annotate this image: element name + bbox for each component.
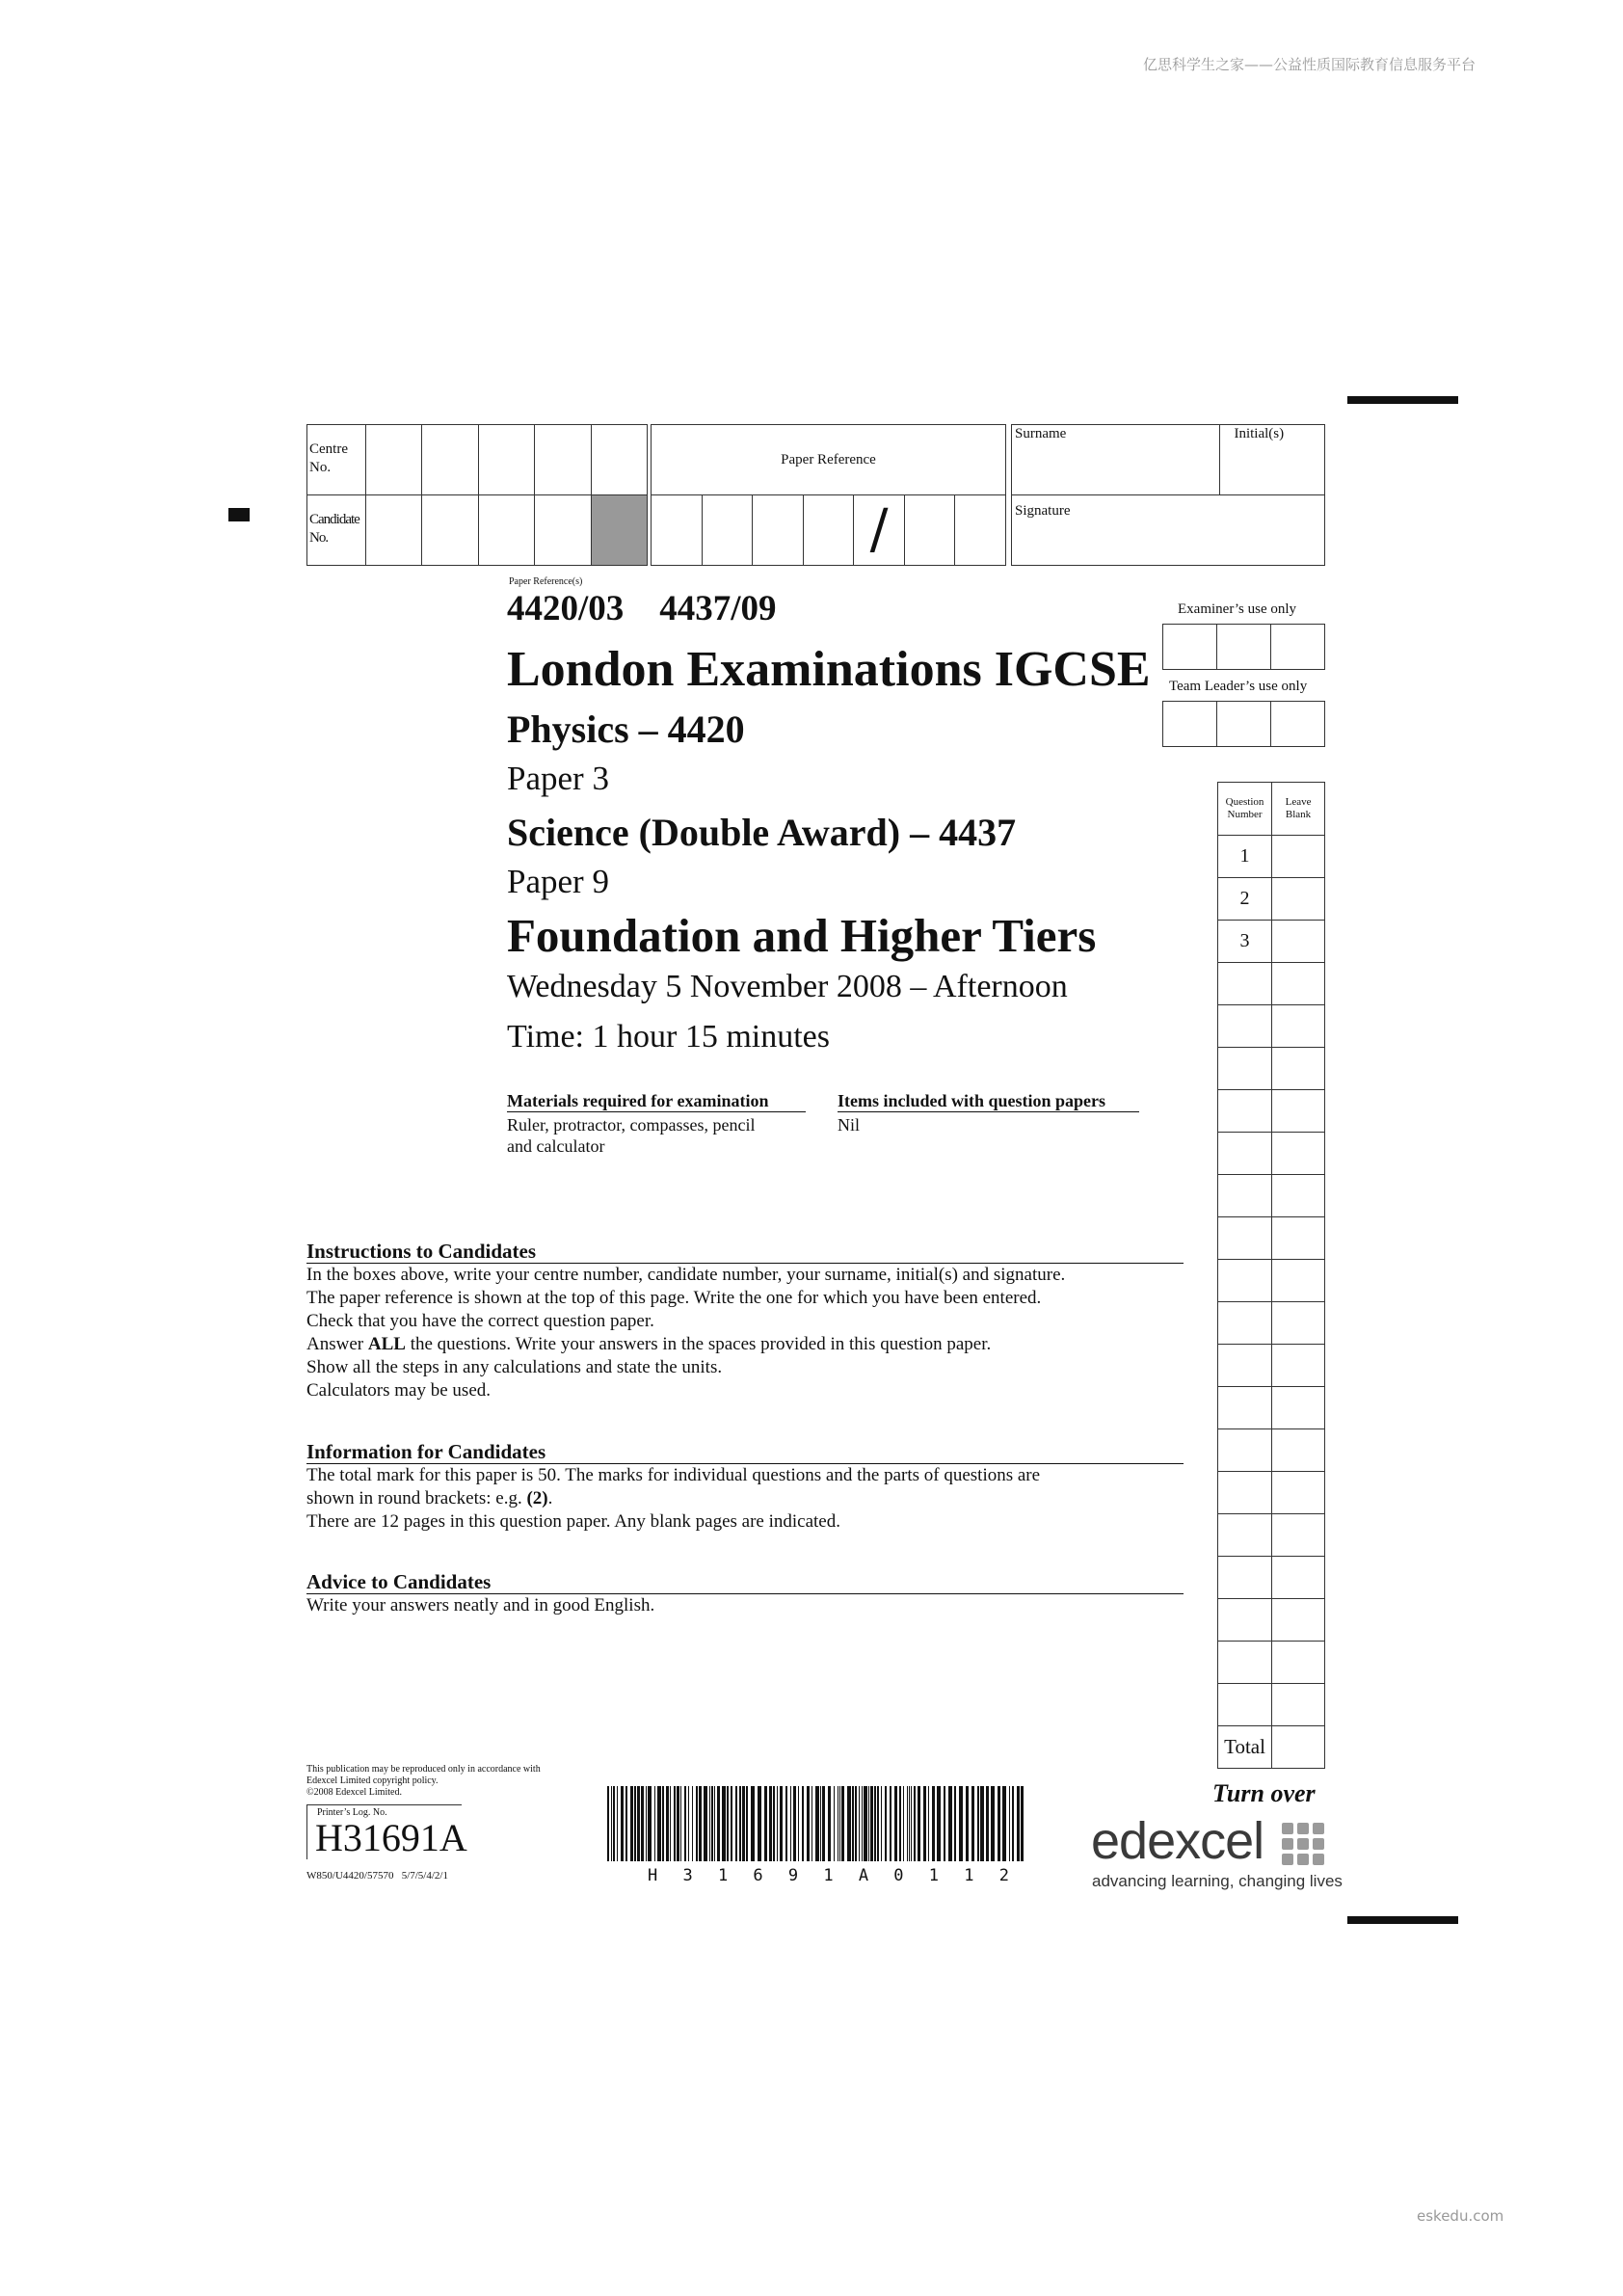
barcode-bar (646, 1786, 647, 1861)
leave-blank-cell[interactable] (1272, 1472, 1325, 1514)
barcode (607, 1786, 1027, 1871)
team-leader-box[interactable] (1217, 702, 1271, 747)
barcode-bar (714, 1786, 715, 1861)
total-label: Total (1224, 1735, 1265, 1758)
examiner-box[interactable] (1163, 625, 1217, 670)
question-number: 1 (1239, 845, 1250, 867)
barcode-bar (828, 1786, 831, 1861)
paper-code: W850/U4420/57570 5/7/5/4/2/1 (306, 1870, 448, 1882)
leave-blank-cell[interactable] (1272, 1260, 1325, 1302)
leave-blank-header: Leave Blank (1285, 796, 1312, 820)
barcode-bar (634, 1786, 636, 1861)
reference-slash: / (869, 498, 889, 561)
barcode-bar (739, 1786, 741, 1861)
edexcel-tagline: advancing learning, changing lives (1092, 1872, 1343, 1890)
leave-blank-cell[interactable] (1272, 1642, 1325, 1684)
candidate-no-label-cell (307, 495, 366, 566)
leave-blank-cell[interactable] (1272, 1557, 1325, 1599)
barcode-bar (684, 1786, 686, 1861)
barcode-bar (954, 1786, 956, 1861)
paper-number-1: Paper 3 (507, 760, 609, 797)
leave-blank-cell[interactable] (1272, 921, 1325, 963)
question-number-cell (1218, 963, 1272, 1005)
information-text (306, 1464, 1184, 1534)
barcode-bar (666, 1786, 669, 1861)
barcode-bar (657, 1786, 661, 1861)
total-box[interactable] (1272, 1726, 1325, 1769)
paper-reference-label: Paper Reference (781, 452, 876, 467)
barcode-bar (607, 1786, 609, 1861)
leave-blank-cell[interactable] (1272, 1090, 1325, 1133)
question-number-cell (1218, 1387, 1272, 1429)
question-number-cell (1218, 1557, 1272, 1599)
signature-box[interactable] (1012, 495, 1325, 566)
question-number-cell (1218, 1005, 1272, 1048)
candidate-no-shaded-box (591, 495, 647, 566)
barcode-bar (881, 1786, 882, 1861)
barcode-bar (864, 1786, 867, 1861)
leave-blank-cell[interactable] (1272, 1514, 1325, 1557)
leave-blank-cell[interactable] (1272, 878, 1325, 921)
turn-over: Turn over (1212, 1779, 1316, 1807)
barcode-bar (877, 1786, 879, 1861)
barcode-text: H 3 1 6 9 1 A 0 1 1 2 (648, 1866, 1017, 1885)
barcode-bar (758, 1786, 761, 1861)
centre-no-box[interactable] (422, 425, 478, 495)
barcode-bar (735, 1786, 737, 1861)
barcode-bar (764, 1786, 767, 1861)
instructions-line: The paper reference is shown at the top of this page. Write the one for which you have been entered. (306, 1288, 1042, 1308)
advice-heading: Advice to Candidates (306, 1570, 1184, 1594)
printers-log-box (306, 1804, 467, 1859)
surname-signature-grid (1011, 424, 1325, 566)
barcode-bar (847, 1786, 851, 1861)
barcode-bar (798, 1786, 799, 1861)
barcode-bar (966, 1786, 969, 1861)
total-label-cell (1218, 1726, 1272, 1769)
barcode-bar (630, 1786, 633, 1861)
team-leader-use-grid (1162, 701, 1325, 747)
barcode-bar (932, 1786, 935, 1861)
barcode-bar (909, 1786, 910, 1861)
barcode-bar (928, 1786, 929, 1861)
initials-label: Initial(s) (1234, 426, 1285, 441)
barcode-bar (986, 1786, 989, 1861)
barcode-bar (948, 1786, 952, 1861)
leave-blank-header-cell (1272, 783, 1325, 836)
information-section (306, 1440, 1184, 1534)
question-marks-table (1217, 782, 1325, 1769)
barcode-bar (711, 1786, 713, 1861)
barcode-bar (637, 1786, 640, 1861)
question-number-cell (1218, 836, 1272, 878)
barcode-bar (731, 1786, 732, 1861)
exam-date: Wednesday 5 November 2008 – Afternoon (507, 969, 1068, 1004)
barcode-bar (617, 1786, 618, 1861)
paper-number-2: Paper 9 (507, 863, 609, 900)
barcode-bar (751, 1786, 755, 1861)
paper-reference-box[interactable] (854, 495, 905, 566)
paper-reference-box[interactable] (803, 495, 854, 566)
centre-no-label-cell (307, 425, 366, 495)
candidate-no-box[interactable] (422, 495, 478, 566)
barcode-bar (807, 1786, 810, 1861)
barcode-bar (696, 1786, 698, 1861)
barcode-bar (802, 1786, 804, 1861)
leave-blank-cell[interactable] (1272, 963, 1325, 1005)
barcode-bar (914, 1786, 916, 1861)
barcode-bar (688, 1786, 689, 1861)
advice-line: Write your answers neatly and in good English. (306, 1595, 655, 1615)
centre-no-label: Centre No. (309, 441, 348, 475)
candidate-no-box[interactable] (535, 495, 591, 566)
printers-log-number: H31691A (315, 1816, 467, 1859)
barcode-bar (648, 1786, 652, 1861)
leave-blank-cell[interactable] (1272, 1048, 1325, 1090)
leave-blank-cell[interactable] (1272, 1133, 1325, 1175)
emphasis-all: ALL (367, 1334, 406, 1354)
edexcel-logo-icon (1282, 1823, 1326, 1867)
barcode-bar (704, 1786, 707, 1861)
examiner-use-label: Examiner’s use only (1178, 601, 1297, 617)
barcode-bar (670, 1786, 671, 1861)
barcode-bar (1002, 1786, 1006, 1861)
barcode-bar (780, 1786, 783, 1861)
printers-log-label: Printer’s Log. No. (317, 1807, 387, 1818)
paper-reference-box[interactable] (904, 495, 955, 566)
instructions-text (306, 1264, 1184, 1402)
question-number-cell (1218, 878, 1272, 921)
barcode-bar (746, 1786, 748, 1861)
barcode-bar (885, 1786, 887, 1861)
paper-reference-box[interactable] (753, 495, 804, 566)
question-number-cell (1218, 1090, 1272, 1133)
centre-no-box[interactable] (365, 425, 421, 495)
top-watermark: 亿思科学生之家——公益性质国际教育信息服务平台 (1143, 56, 1477, 73)
team-leader-box[interactable] (1271, 702, 1325, 747)
information-line: There are 12 pages in this question paper. Any blank pages are indicated. (306, 1511, 840, 1532)
registration-mark-top (1347, 396, 1458, 404)
examiner-box[interactable] (1271, 625, 1325, 670)
barcode-bar (1012, 1786, 1014, 1861)
question-number-cell (1218, 1345, 1272, 1387)
barcode-bar (677, 1786, 679, 1861)
barcode-bar (654, 1786, 655, 1861)
text-run: . (547, 1488, 553, 1508)
materials-required-text: Ruler, protractor, compasses, pencil and calculator (507, 1115, 756, 1156)
instructions-line: Check that you have the correct question paper. (306, 1311, 654, 1331)
question-number-header: Question Number (1225, 796, 1264, 820)
barcode-bar (692, 1786, 693, 1861)
barcode-bar (822, 1786, 825, 1861)
barcode-bar (674, 1786, 676, 1861)
examiner-box[interactable] (1217, 625, 1271, 670)
paper-reference-codes: 4420/03 4437/09 (507, 589, 777, 628)
text-run: Answer (306, 1334, 368, 1354)
question-number: 3 (1239, 930, 1250, 951)
barcode-bar (874, 1786, 876, 1861)
barcode-bar (903, 1786, 904, 1861)
information-line: The total mark for this paper is 50. The marks for individual questions and the parts of questions are (306, 1465, 1041, 1485)
barcode-bar (977, 1786, 979, 1861)
leave-blank-cell[interactable] (1272, 1684, 1325, 1726)
barcode-bar (785, 1786, 787, 1861)
materials-required-heading: Materials required for examination (507, 1090, 806, 1112)
question-number-cell (1218, 1048, 1272, 1090)
paper-reference-label-cell (652, 425, 1006, 495)
barcode-bar (980, 1786, 984, 1861)
surname-label: Surname (1015, 426, 1067, 441)
barcode-bar (894, 1786, 897, 1861)
instructions-line: Calculators may be used. (306, 1380, 492, 1401)
barcode-bar (841, 1786, 844, 1861)
barcode-bar (868, 1786, 869, 1861)
instructions-heading: Instructions to Candidates (306, 1240, 1184, 1264)
barcode-bar (641, 1786, 644, 1861)
instructions-line (306, 1333, 1184, 1356)
instructions-line: In the boxes above, write your centre number, candidate number, your surname, initial(s) and signature. (306, 1265, 1066, 1285)
text-run: shown in round brackets: e.g. (306, 1488, 527, 1508)
exam-time: Time: 1 hour 15 minutes (507, 1019, 830, 1055)
question-number-cell (1218, 1642, 1272, 1684)
question-number-cell (1218, 1260, 1272, 1302)
leave-blank-cell[interactable] (1272, 1345, 1325, 1387)
leave-blank-cell[interactable] (1272, 1429, 1325, 1472)
barcode-bar (613, 1786, 615, 1861)
registration-mark-left (228, 508, 250, 521)
barcode-bar (1021, 1786, 1024, 1861)
question-number-cell (1218, 1514, 1272, 1557)
barcode-bar (998, 1786, 1000, 1861)
leave-blank-cell[interactable] (1272, 1217, 1325, 1260)
question-number-cell (1218, 1133, 1272, 1175)
barcode-bar (699, 1786, 702, 1861)
barcode-bar (742, 1786, 745, 1861)
team-leader-use-label: Team Leader’s use only (1169, 679, 1308, 694)
question-number: 2 (1239, 888, 1250, 909)
barcode-bar (1009, 1786, 1010, 1861)
bottom-watermark: eskedu.com (1417, 2207, 1504, 2225)
paper-reference-box[interactable] (652, 495, 703, 566)
instructions-line: Show all the steps in any calculations and state the units. (306, 1357, 723, 1377)
leave-blank-cell[interactable] (1272, 1387, 1325, 1429)
signature-label: Signature (1015, 503, 1071, 519)
question-number-cell (1218, 1599, 1272, 1642)
question-number-cell (1218, 921, 1272, 963)
centre-no-box[interactable] (591, 425, 647, 495)
example-marks: (2) (526, 1488, 548, 1508)
items-included (838, 1090, 1139, 1135)
items-included-text: Nil (838, 1115, 861, 1135)
text-run: the questions. Write your answers in the spaces provided in this question paper. (405, 1334, 992, 1354)
information-heading: Information for Candidates (306, 1440, 1184, 1464)
candidate-no-box[interactable] (365, 495, 421, 566)
barcode-bar (991, 1786, 995, 1861)
items-included-heading: Items included with question papers (838, 1090, 1139, 1112)
information-line (306, 1487, 1184, 1510)
leave-blank-cell[interactable] (1272, 1175, 1325, 1217)
barcode-bar (959, 1786, 963, 1861)
question-number-cell (1218, 1217, 1272, 1260)
barcode-bar (911, 1786, 912, 1861)
surname-box[interactable] (1012, 425, 1220, 495)
barcode-bar (944, 1786, 945, 1861)
candidate-no-label: Candidate No. (309, 512, 359, 546)
barcode-bar (773, 1786, 775, 1861)
barcode-bar (820, 1786, 821, 1861)
board-title: London Examinations IGCSE (507, 642, 1151, 697)
materials-required (507, 1090, 806, 1157)
barcode-bar (717, 1786, 720, 1861)
candidate-no-box[interactable] (478, 495, 534, 566)
question-number-cell (1218, 1472, 1272, 1514)
paper-reference-caption: Paper Reference(s) (509, 576, 583, 587)
barcode-bar (890, 1786, 891, 1861)
centre-no-box[interactable] (478, 425, 534, 495)
barcode-bar (625, 1786, 627, 1861)
barcode-bar (1017, 1786, 1020, 1861)
barcode-bar (769, 1786, 772, 1861)
barcode-bar (859, 1786, 860, 1861)
barcode-bar (793, 1786, 796, 1861)
paper-reference-box[interactable] (955, 495, 1006, 566)
team-leader-box[interactable] (1163, 702, 1217, 747)
leave-blank-cell[interactable] (1272, 1302, 1325, 1345)
barcode-bar (937, 1786, 941, 1861)
barcode-bar (971, 1786, 974, 1861)
barcode-bar (611, 1786, 612, 1861)
barcode-bar (790, 1786, 791, 1861)
question-number-cell (1218, 1429, 1272, 1472)
barcode-bar (862, 1786, 863, 1861)
paper-reference-grid (651, 424, 1006, 566)
barcode-bar (907, 1786, 908, 1861)
barcode-bar (680, 1786, 681, 1861)
centre-no-box[interactable] (535, 425, 591, 495)
edexcel-logo-text: edexcel (1091, 1812, 1264, 1870)
leave-blank-cell[interactable] (1272, 1599, 1325, 1642)
copyright-notice: This publication may be reproduced only in accordance with Edexcel Limited copyright policy. ©2008 Edexcel Limited. (306, 1764, 541, 1798)
barcode-bar (722, 1786, 726, 1861)
question-number-cell (1218, 1175, 1272, 1217)
barcode-bar (777, 1786, 778, 1861)
barcode-bar (923, 1786, 926, 1861)
barcode-bar (852, 1786, 854, 1861)
barcode-bar (918, 1786, 920, 1861)
subject-science: Science (Double Award) – 4437 (507, 811, 1017, 854)
instructions-section (306, 1240, 1184, 1402)
barcode-bar (727, 1786, 729, 1861)
paper-reference-box[interactable] (702, 495, 753, 566)
barcode-bar (899, 1786, 901, 1861)
barcode-bar (621, 1786, 624, 1861)
leave-blank-cell[interactable] (1272, 1005, 1325, 1048)
subject-physics: Physics – 4420 (507, 707, 745, 751)
barcode-bar (870, 1786, 873, 1861)
barcode-bar (855, 1786, 857, 1861)
initials-box[interactable] (1220, 425, 1325, 495)
tiers-title: Foundation and Higher Tiers (507, 909, 1097, 962)
leave-blank-cell[interactable] (1272, 836, 1325, 878)
question-number-header-cell (1218, 783, 1272, 836)
barcode-bar (662, 1786, 664, 1861)
question-number-cell (1218, 1684, 1272, 1726)
barcode-bar (815, 1786, 819, 1861)
examiner-use-grid (1162, 624, 1325, 670)
barcode-bar (839, 1786, 840, 1861)
advice-section (306, 1570, 1184, 1617)
registration-mark-bottom (1347, 1916, 1458, 1924)
question-number-cell (1218, 1302, 1272, 1345)
barcode-bar (709, 1786, 710, 1861)
barcode-bar (834, 1786, 835, 1861)
centre-candidate-grid (306, 424, 648, 566)
